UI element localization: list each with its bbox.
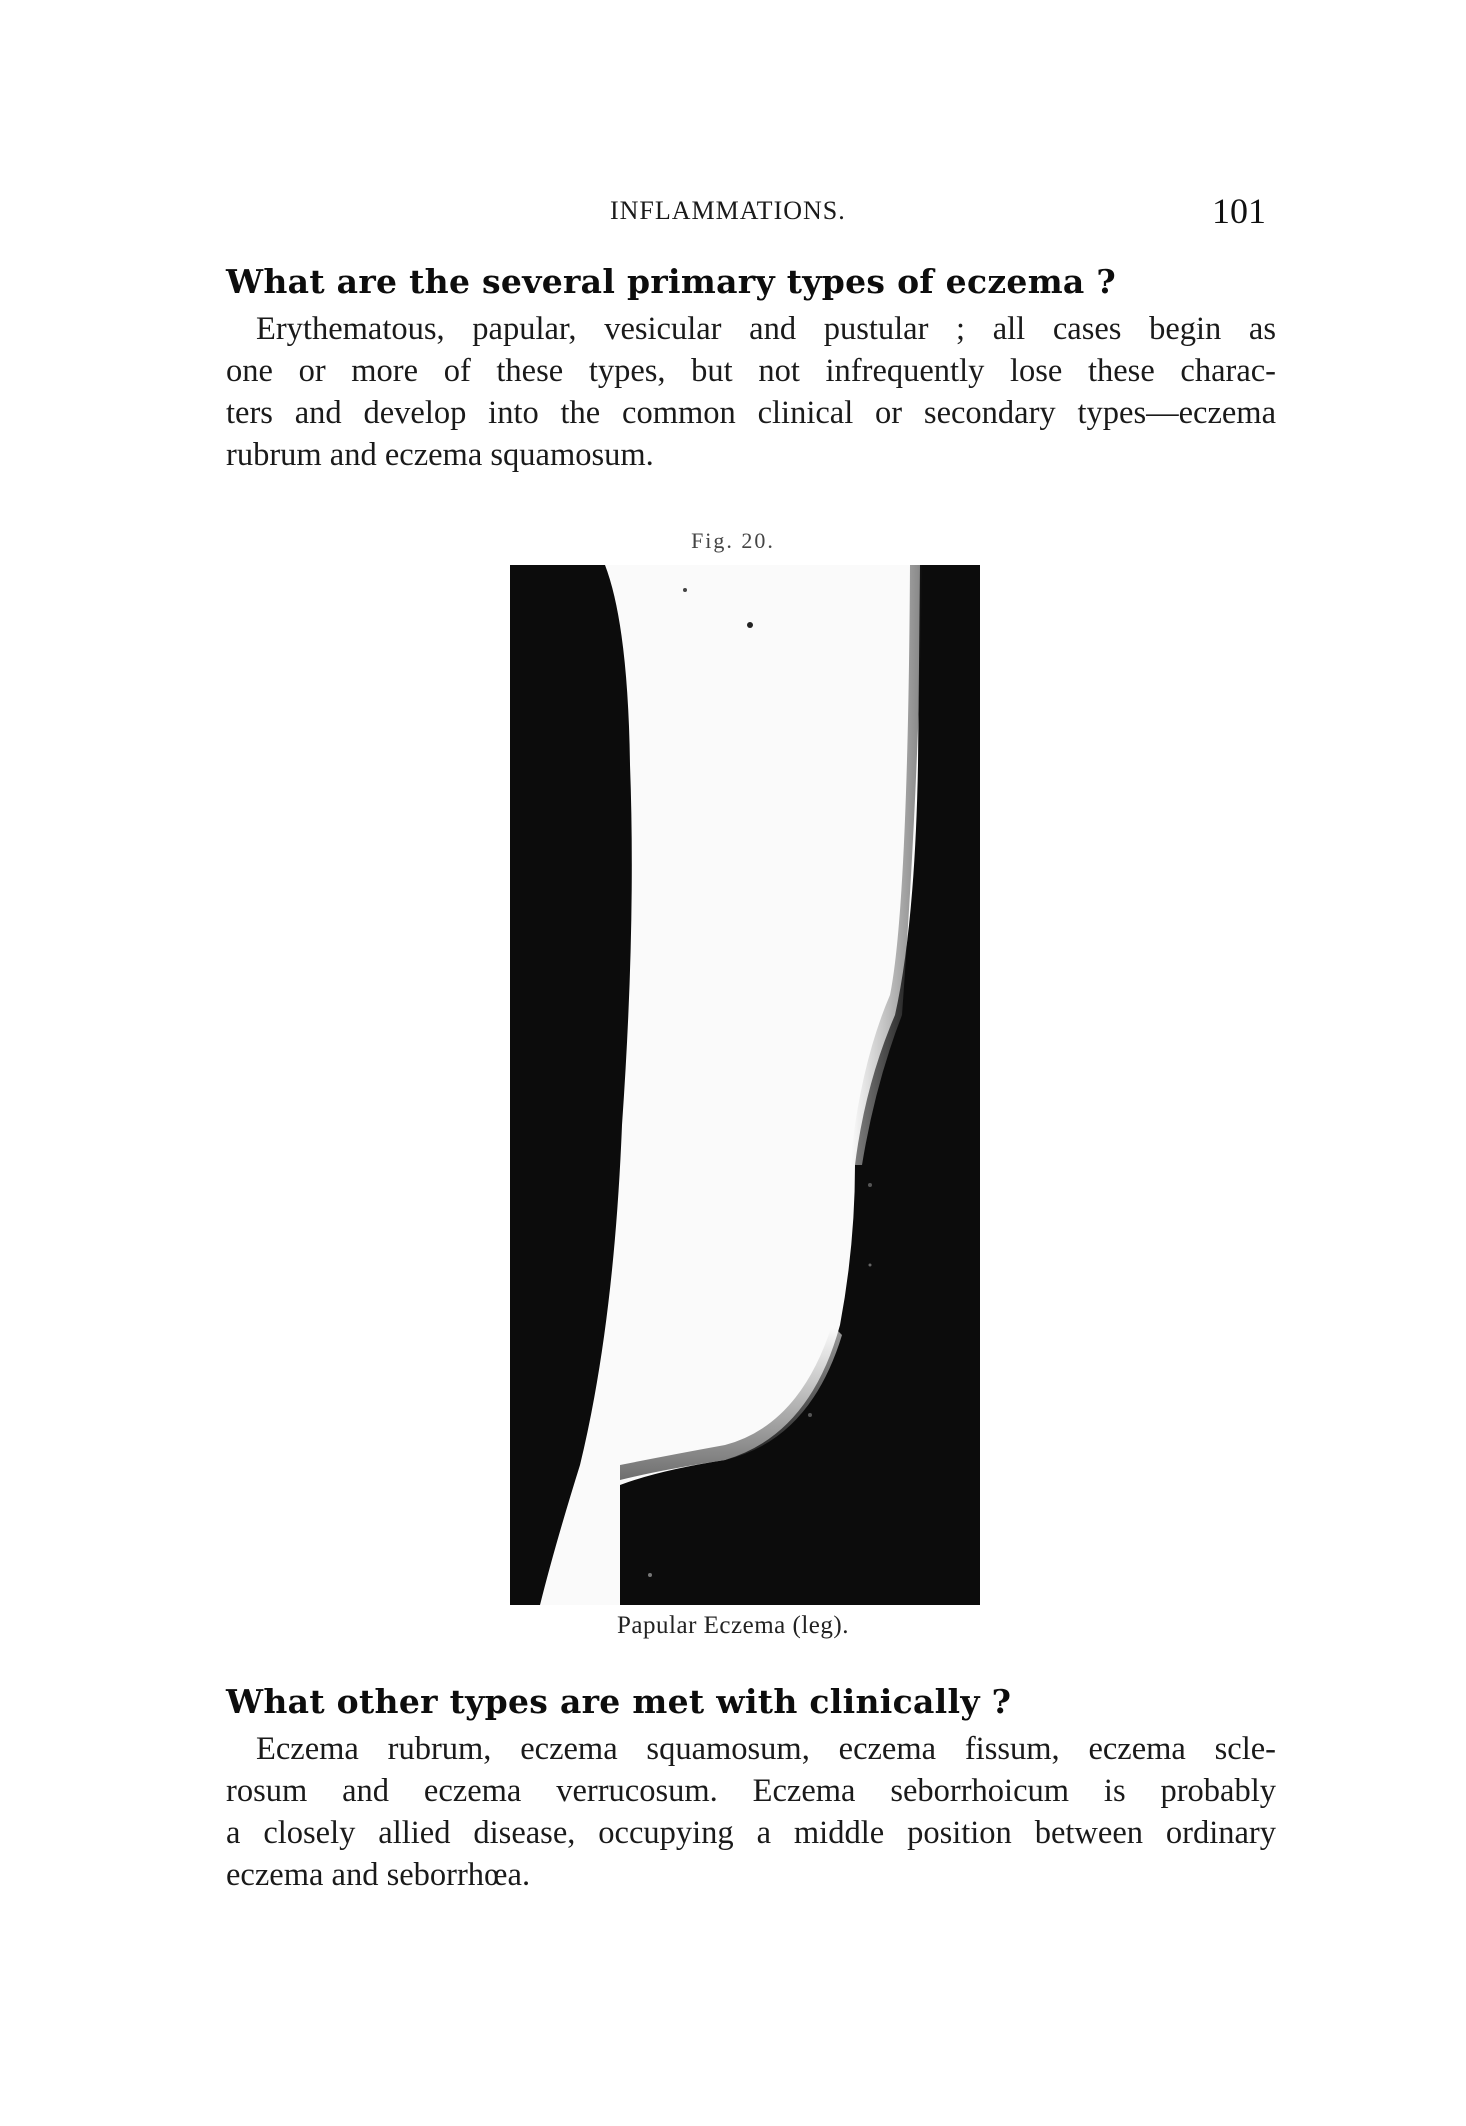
answer-line: a closely allied disease, occupying a middle position between ordinary [226, 1815, 1276, 1851]
answer-line: rosum and eczema verrucosum. Eczema seborrhoicum is probably [226, 1773, 1276, 1809]
answer-line: eczema and seborrhœa. [226, 1857, 531, 1893]
figure-photograph [510, 565, 980, 1605]
page-number: 101 [1212, 191, 1266, 231]
question-heading-1: What are the several primary types of eczema ? [226, 262, 1117, 301]
answer-paragraph-1 [226, 308, 1276, 476]
running-head: INFLAMMATIONS. [610, 196, 846, 225]
figure-caption: Papular Eczema (leg). [617, 1612, 849, 1639]
answer-line: one or more of these types, but not infrequently lose these charac- [226, 353, 1276, 389]
answer-line: rubrum and eczema squamosum. [226, 437, 654, 473]
question-heading-2: What other types are met with clinically ? [226, 1682, 1012, 1721]
answer-paragraph-2 [226, 1728, 1276, 1896]
answer-line: ters and develop into the common clinical or secondary types—eczema [226, 395, 1276, 431]
answer-line: Eczema rubrum, eczema squamosum, eczema fissum, eczema scle- [256, 1731, 1276, 1767]
leg-photograph-icon [510, 565, 980, 1605]
answer-line: Erythematous, papular, vesicular and pustular ; all cases begin as [256, 311, 1276, 347]
figure-label: Fig. 20. [691, 528, 775, 553]
